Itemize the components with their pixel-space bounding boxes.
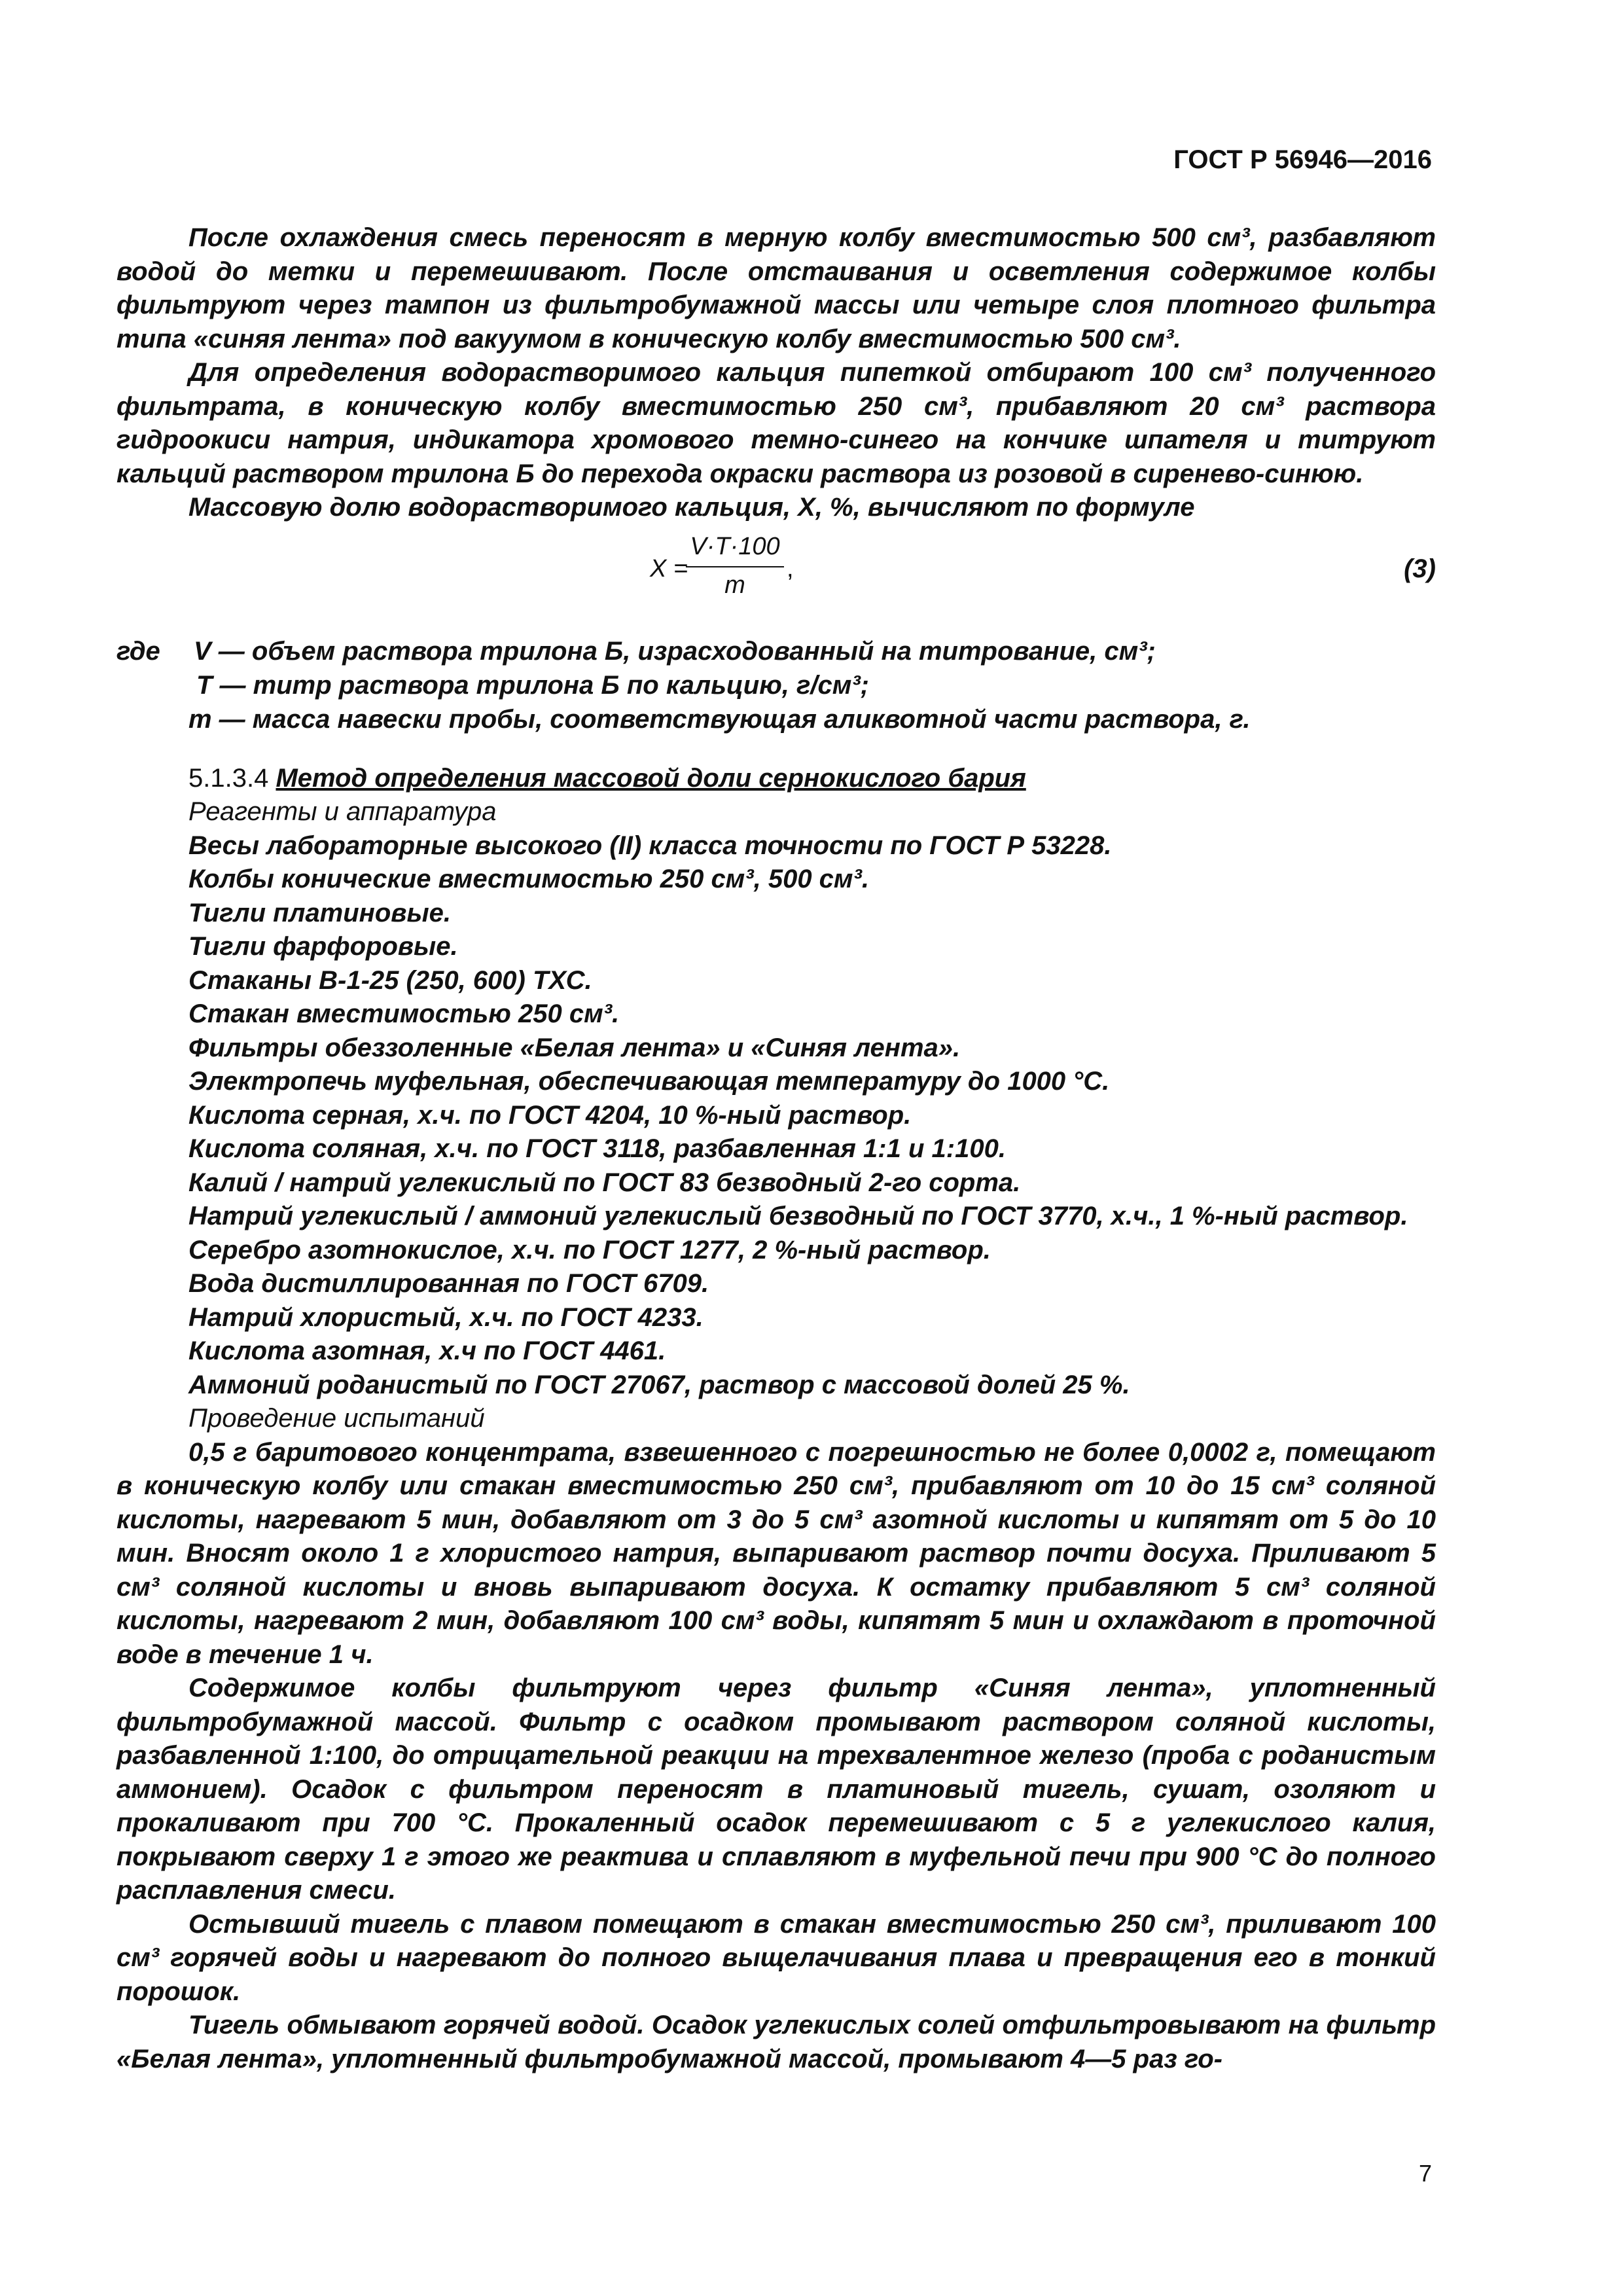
formula-comma: , bbox=[787, 554, 794, 583]
paragraph: Для определения водорастворимого кальция пипеткой отбирают 100 см³ полученного фильтрата, в коническую колбу вместимостью 250 см³, прибавляют 20 см³ раствора гидроокиси натрия, индикатора хромового темно-синего на кончике шпателя и титруют кальций раствором трилона Б до перехода окраски раствора из розовой в сиренево-синюю. bbox=[116, 358, 1436, 488]
paragraph: Остывший тигель с плавом помещают в стакан вместимостью 250 см³, приливают 100 см³ горячей воды и нагревают до полного выщелачивания плава и превращения его в тонкий порошок. bbox=[116, 1909, 1436, 2006]
paragraph: 0,5 г баритового концентрата, взвешенного с погрешностью не более 0,0002 г, помещают в коническую колбу или стакан вместимостью 250 см³, прибавляют от 10 до 15 см³ соляной кислоты, нагревают 5 мин, добавляют от 3 до 5 см³ азотной кислоты и кипятят от 5 до 10 мин. Вносят около 1 г хлористого натрия, выпаривают раствор почти досуха. Приливают 5 см³ соляной кислоты и вновь выпаривают досуха. К остатку прибавляют 5 см³ соляной кислоты, нагревают 2 мин, добавляют 100 см³ воды, кипятят 5 мин и охлаждают в проточной воде в течение 1 ч. bbox=[116, 1437, 1436, 1669]
list-item: Аммоний роданистый по ГОСТ 27067, раствор с массовой долей 25 %. bbox=[188, 1370, 1130, 1399]
list-item: Натрий углекислый / аммоний углекислый безводный по ГОСТ 3770, х.ч., 1 %-ный раствор. bbox=[188, 1202, 1408, 1230]
page-number: 7 bbox=[1418, 2160, 1432, 2187]
document-body bbox=[116, 221, 1436, 2076]
list-item: Вода дистиллированная по ГОСТ 6709. bbox=[188, 1269, 709, 1298]
document-code: ГОСТ Р 56946—2016 bbox=[1173, 145, 1432, 174]
formula-fraction bbox=[686, 530, 784, 603]
where-item: V — объем раствора трилона Б, израсходованный на титрование, см³; bbox=[194, 636, 1156, 666]
paragraph: Массовую долю водорастворимого кальция, X, %, вычисляют по формуле bbox=[188, 493, 1195, 522]
formula-numerator: V·T·100 bbox=[686, 530, 784, 568]
list-item: Стаканы В-1-25 (250, 600) ТХС. bbox=[188, 965, 592, 995]
formula-3 bbox=[116, 530, 1436, 628]
section-number: 5.1.3.4 bbox=[188, 763, 269, 793]
paragraph: Тигель обмывают горячей водой. Осадок углекислых солей отфильтровывают на фильтр «Белая лента», уплотненный фильтробумажной массой, промывают 4—5 раз го- bbox=[116, 2011, 1436, 2073]
list-item: Калий / натрий углекислый по ГОСТ 83 безводный 2-го сорта. bbox=[188, 1168, 1021, 1197]
paragraph: После охлаждения смесь переносят в мерную колбу вместимостью 500 см³, разбавляют водой до метки и перемешивают. После отстаивания и осветления содержимое колбы фильтруют через тампон из фильтробумажной массы или четыре слоя плотного фильтра типа «синяя лента» под вакуумом в коническую колбу вместимостью 500 см³. bbox=[116, 223, 1436, 353]
formula-denominator: m bbox=[724, 571, 745, 599]
list-item: Кислота азотная, х.ч по ГОСТ 4461. bbox=[188, 1336, 666, 1365]
where-block bbox=[116, 635, 1436, 737]
list-item: Фильтры обеззоленные «Белая лента» и «Синяя лента». bbox=[188, 1033, 961, 1062]
formula-number: (3) bbox=[1404, 554, 1436, 583]
formula-lhs: X = bbox=[650, 554, 688, 583]
list-item: Кислота серная, х.ч. по ГОСТ 4204, 10 %-ный раствор. bbox=[188, 1100, 912, 1130]
list-item: Серебро азотнокислое, х.ч. по ГОСТ 1277, 2 %-ный раствор. bbox=[188, 1235, 991, 1265]
section-heading bbox=[116, 762, 1436, 796]
list-item: Электропечь муфельная, обеспечивающая температуру до 1000 °С. bbox=[188, 1067, 1110, 1096]
list-item: Весы лабораторные высокого (II) класса точности по ГОСТ Р 53228. bbox=[188, 831, 1112, 860]
where-item: T — титр раствора трилона Б по кальцию, г/см³; bbox=[196, 670, 869, 700]
procedure-heading: Проведение испытаний bbox=[188, 1404, 485, 1433]
reagents-list bbox=[116, 829, 1436, 1403]
where-label: где bbox=[116, 636, 160, 666]
reagents-heading: Реагенты и аппаратура bbox=[188, 797, 497, 826]
list-item: Кислота соляная, х.ч. по ГОСТ 3118, разбавленная 1:1 и 1:100. bbox=[188, 1134, 1006, 1163]
list-item: Стакан вместимостью 250 см³. bbox=[188, 999, 620, 1028]
list-item: Колбы конические вместимостью 250 см³, 500 см³. bbox=[188, 865, 869, 893]
list-item: Тигли платиновые. bbox=[188, 898, 451, 927]
paragraph: Содержимое колбы фильтруют через фильтр «Синяя лента», уплотненный фильтробумажной массой. Фильтр с осадком промывают раствором соляной кислоты, разбавленной 1:100, до отрицательной реакции на трехвалентное железо (проба с роданистым аммонием). Осадок с фильтром переносят в платиновый тигель, сушат, озоляют и прокаливают при 700 °С. Прокаленный осадок перемешивают с 5 г углекислого калия, покрывают сверху 1 г этого же реактива и сплавляют в муфельной печи при 900 °С до полного расплавления смеси. bbox=[116, 1674, 1436, 1905]
section-title: Метод определения массовой доли сернокислого бария bbox=[276, 763, 1026, 793]
section-5-1-3-4 bbox=[116, 762, 1436, 2077]
list-item: Натрий хлористый, х.ч. по ГОСТ 4233. bbox=[188, 1302, 704, 1332]
where-item: m — масса навески пробы, соответствующая аликвотной части раствора, г. bbox=[188, 704, 1251, 734]
list-item: Тигли фарфоровые. bbox=[188, 932, 458, 961]
